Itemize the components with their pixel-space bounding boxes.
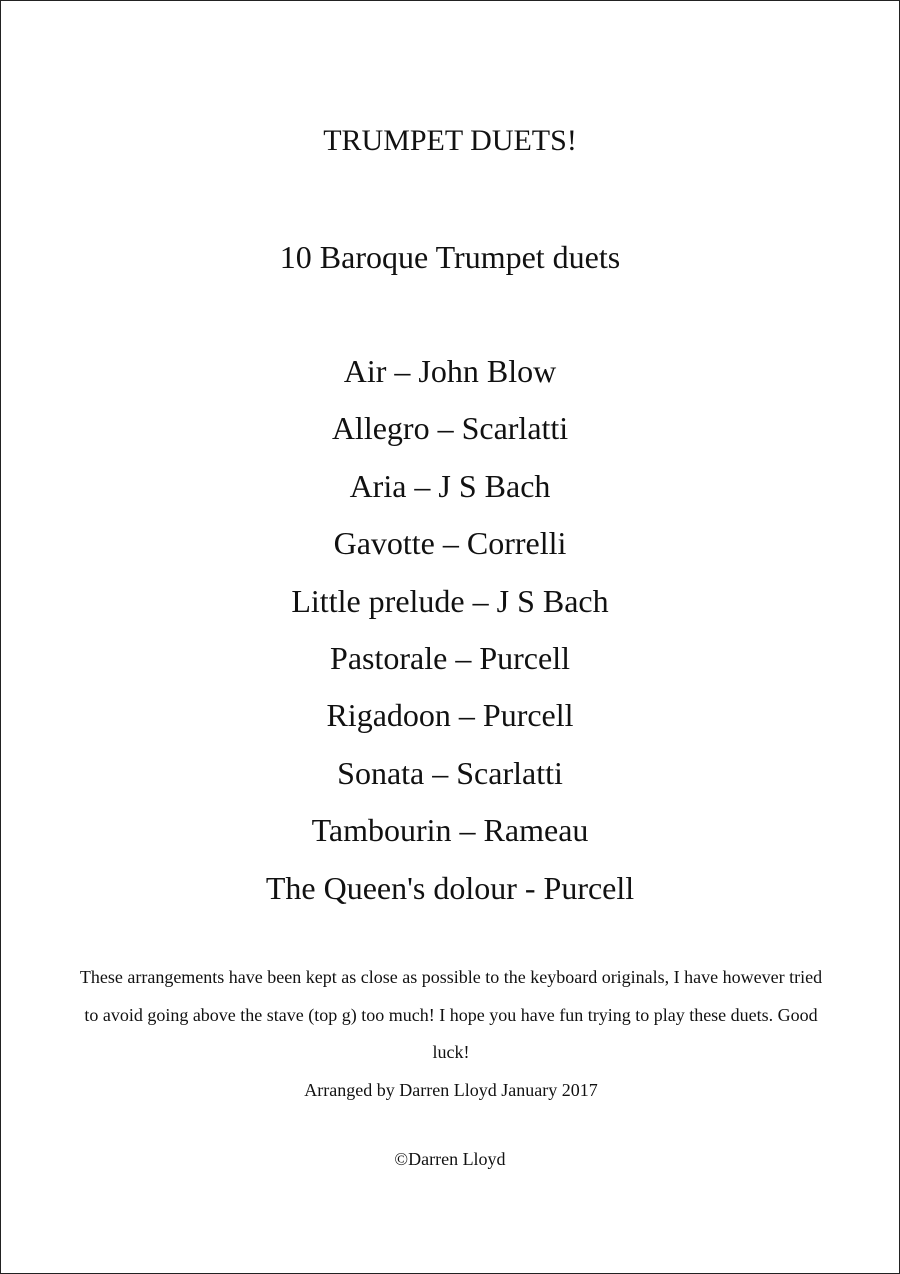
document-subtitle: 10 Baroque Trumpet duets [279, 239, 621, 275]
piece-item: Sonata – Scarlatti [337, 754, 563, 791]
copyright-notice: ©Darren Lloyd [394, 1149, 506, 1169]
arranger-credit: Arranged by Darren Lloyd January 2017 [304, 1079, 598, 1100]
arrangement-notes [71, 959, 831, 1109]
piece-item: Little prelude – J S Bach [291, 582, 609, 619]
document-title: TRUMPET DUETS! [323, 124, 577, 157]
piece-item: Rigadoon – Purcell [326, 697, 574, 734]
piece-item: Allegro – Scarlatti [331, 410, 569, 447]
piece-item: Gavotte – Correlli [333, 525, 567, 562]
piece-list [1, 351, 899, 925]
arrangement-description: These arrangements have been kept as close as possible to the keyboard originals, I have however tried to avoid going above the stave (top g) too much! I hope you have fun trying to play these duets. Good luck! [79, 967, 823, 1062]
piece-item: Tambourin – Rameau [311, 812, 589, 849]
piece-item: Air – John Blow [343, 353, 557, 389]
piece-item: Aria – J S Bach [349, 467, 551, 504]
piece-item: The Queen's dolour - Purcell [265, 869, 635, 906]
piece-item: Pastorale – Purcell [330, 639, 570, 676]
